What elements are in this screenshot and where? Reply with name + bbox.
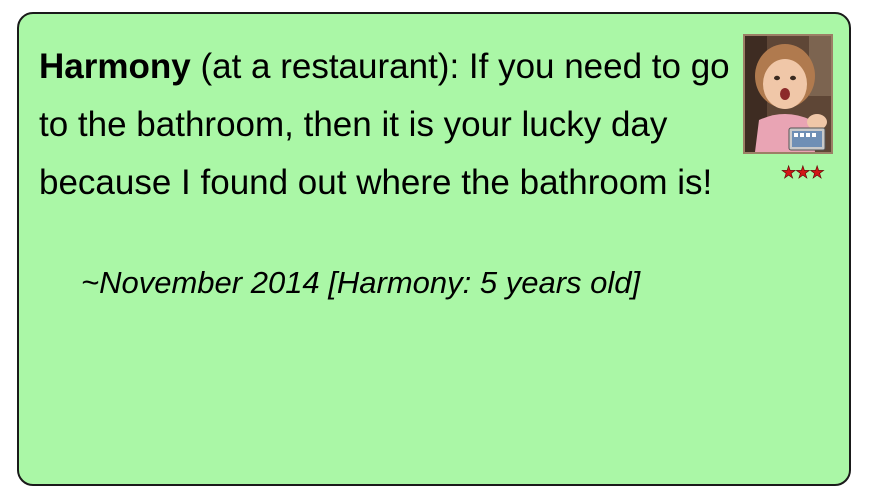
- quote-text: [39, 38, 739, 212]
- quote-body: (at a restaurant): If you need to go to the bathroom, then it is your lucky day because I found out where the bathroom is!: [39, 47, 730, 202]
- speaker-name: Harmony: [39, 47, 191, 86]
- rating-stars: ★★★: [781, 163, 824, 183]
- quote-card: [17, 12, 851, 486]
- date-caption: ~November 2014 [Harmony: 5 years old]: [81, 265, 641, 300]
- child-photo: [743, 34, 833, 154]
